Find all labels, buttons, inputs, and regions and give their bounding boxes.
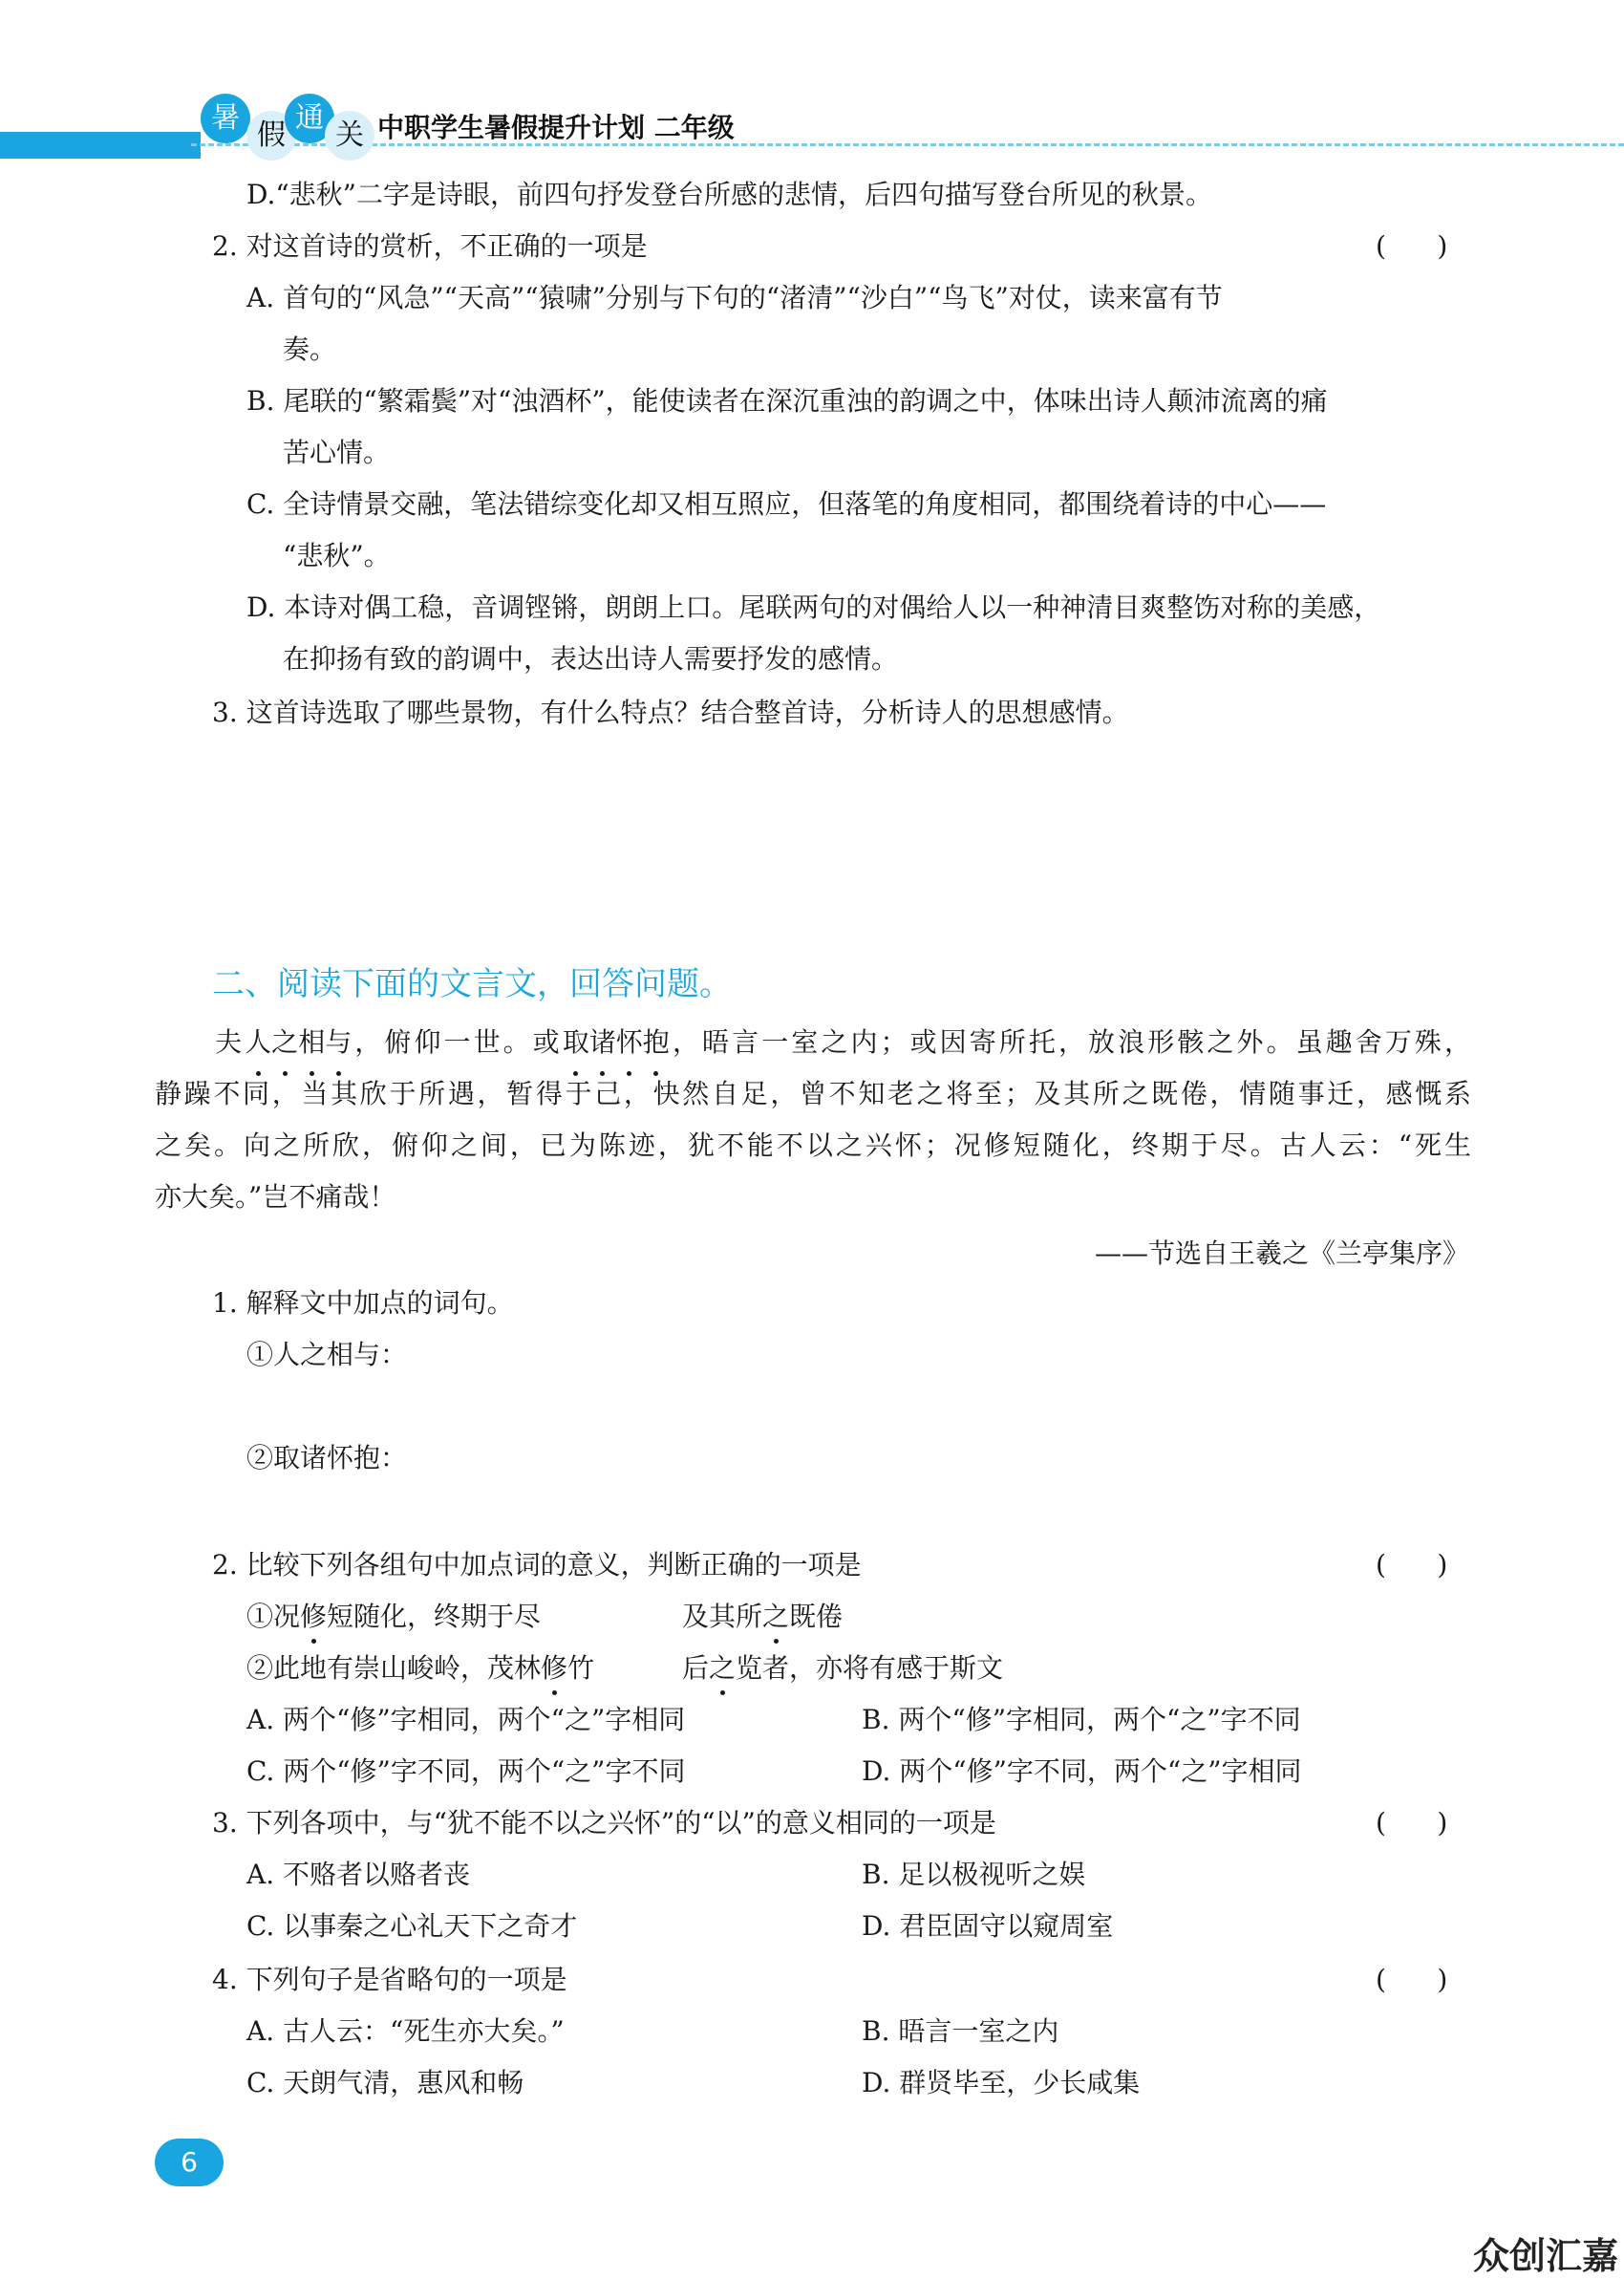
header-badge: 通 — [285, 94, 334, 143]
option-c: C. 两个“修”字不同，两个“之”字不同 — [246, 1755, 686, 1787]
passage-text: ，晤言一室之内；或因寄所托，放浪形骸之外。虽趣舍万殊， — [669, 1026, 1471, 1058]
option-d-continued: 在抑扬有致的韵调中，表达出诗人需要抒发的感情。 — [283, 643, 899, 675]
comparison-sentence: 及其所之既倦 — [682, 1598, 843, 1636]
option-c: C. 天朗气清，惠风和畅 — [246, 2067, 524, 2098]
passage-line: 之矣。向之所欣，俯仰之间，已为陈迹，犹不能不以之兴怀；况修短随化，终期于尽。古人云：“死生 — [155, 1129, 1471, 1161]
dotted-char: 之 — [271, 1017, 298, 1068]
dotted-phrase — [245, 1026, 352, 1058]
header-badge: 关 — [325, 111, 374, 161]
page-number: 6 — [155, 2139, 224, 2186]
answer-parentheses[interactable]: ( ) — [1376, 1964, 1448, 1995]
question-stem: 2. 对这首诗的赏析，不正确的一项是 — [212, 230, 648, 262]
header-title: 中职学生暑假提升计划 二年级 — [377, 112, 735, 143]
answer-parentheses[interactable]: ( ) — [1376, 230, 1448, 262]
dotted-char: 之 — [762, 1598, 789, 1636]
header-accent-bar — [0, 132, 201, 159]
question-stem: 1. 解释文中加点的词句。 — [212, 1287, 514, 1319]
option-a: A. 不赂者以赂者丧 — [246, 1859, 471, 1890]
option-b: B. 两个“修”字相同，两个“之”字不同 — [862, 1704, 1301, 1735]
sub-question: ①人之相与： — [246, 1339, 408, 1370]
dotted-char: 诸 — [589, 1017, 616, 1068]
passage-line: 亦大矣。”岂不痛哉！ — [155, 1181, 396, 1213]
question-stem: 3. 下列各项中，与“犹不能不以之兴怀”的“以”的意义相同的一项是 — [212, 1807, 996, 1839]
passage-line — [155, 1017, 1471, 1068]
dotted-char: 抱 — [643, 1017, 670, 1068]
dotted-char: 怀 — [616, 1017, 643, 1068]
option-a: A. 两个“修”字相同，两个“之”字相同 — [246, 1704, 686, 1735]
passage-source: ——节选自王羲之《兰亭集序》 — [1094, 1237, 1469, 1269]
question-stem: 2. 比较下列各组句中加点词的意义，判断正确的一项是 — [212, 1549, 862, 1581]
dotted-phrase — [563, 1026, 670, 1058]
prev-question-option-d: D.“悲秋”二字是诗眼，前四句抒发登台所感的悲情，后四句描写登台所见的秋景。 — [246, 179, 1212, 210]
option-d: D. 两个“修”字不同，两个“之”字相同 — [862, 1755, 1302, 1787]
option-a: A. 古人云：“死生亦大矣。” — [246, 2015, 565, 2047]
question-stem: 3. 这首诗选取了哪些景物，有什么特点？结合整首诗，分析诗人的思想感情。 — [212, 697, 1129, 728]
dotted-char: 修 — [300, 1598, 327, 1636]
comparison-sentence: 后之览者，亦将有感于斯文 — [682, 1649, 1003, 1688]
option-d: D. 本诗对偶工稳，音调铿锵，朗朗上口。尾联两句的对偶给人以一种神清目爽整饬对称的美感， — [246, 592, 1381, 623]
watermark-logo: 众创汇嘉 — [1473, 2235, 1619, 2277]
section-heading: 二、阅读下面的文言文，回答问题。 — [212, 965, 732, 1003]
question-stem: 4. 下列句子是省略句的一项是 — [212, 1964, 567, 1995]
dotted-char: 与 — [325, 1017, 352, 1068]
option-c: C. 全诗情景交融，笔法错综变化却又相互照应，但落笔的角度相同，都围绕着诗的中心—— — [246, 488, 1327, 520]
dotted-char: 修 — [541, 1649, 567, 1688]
option-d: D. 群贤毕至，少长咸集 — [862, 2067, 1141, 2098]
option-b: B. 尾联的“繁霜鬓”对“浊酒杯”，能使读者在深沉重浊的韵调之中，体味出诗人颠沛流离的痛 — [246, 385, 1328, 417]
comparison-sentence: ②此地有崇山峻岭，茂林修竹 — [246, 1649, 594, 1688]
option-c-continued: “悲秋”。 — [283, 540, 391, 571]
passage-text: ，俯仰一世。或 — [352, 1026, 563, 1058]
passage-line: 静躁不同，当其欣于所遇，暂得于己，快然自足，曾不知老之将至；及其所之既倦，情随事迁，感慨系 — [155, 1078, 1471, 1109]
answer-parentheses[interactable]: ( ) — [1376, 1549, 1448, 1581]
option-a-continued: 奏。 — [283, 333, 337, 365]
header-badge: 假 — [246, 111, 296, 161]
dotted-char: 人 — [245, 1017, 271, 1068]
comparison-sentence: ①况修短随化，终期于尽 — [246, 1598, 541, 1636]
dotted-char: 之 — [709, 1649, 736, 1688]
dotted-char: 取 — [563, 1017, 589, 1068]
option-a: A. 首句的“风急”“天高”“猿啸”分别与下句的“渚清”“沙白”“鸟飞”对仗，读来富有节 — [246, 282, 1223, 313]
passage-text: 夫 — [212, 1026, 246, 1058]
option-b: B. 足以极视听之娱 — [862, 1859, 1086, 1890]
option-c: C. 以事秦之心礼天下之奇才 — [246, 1910, 578, 1942]
sub-question: ②取诸怀抱： — [246, 1442, 408, 1473]
option-d: D. 君臣固守以窥周室 — [862, 1910, 1114, 1942]
option-b: B. 晤言一室之内 — [862, 2015, 1059, 2047]
answer-parentheses[interactable]: ( ) — [1376, 1807, 1448, 1839]
option-b-continued: 苦心情。 — [283, 437, 391, 468]
header-badge: 暑 — [201, 94, 250, 143]
dotted-char: 相 — [298, 1017, 325, 1068]
